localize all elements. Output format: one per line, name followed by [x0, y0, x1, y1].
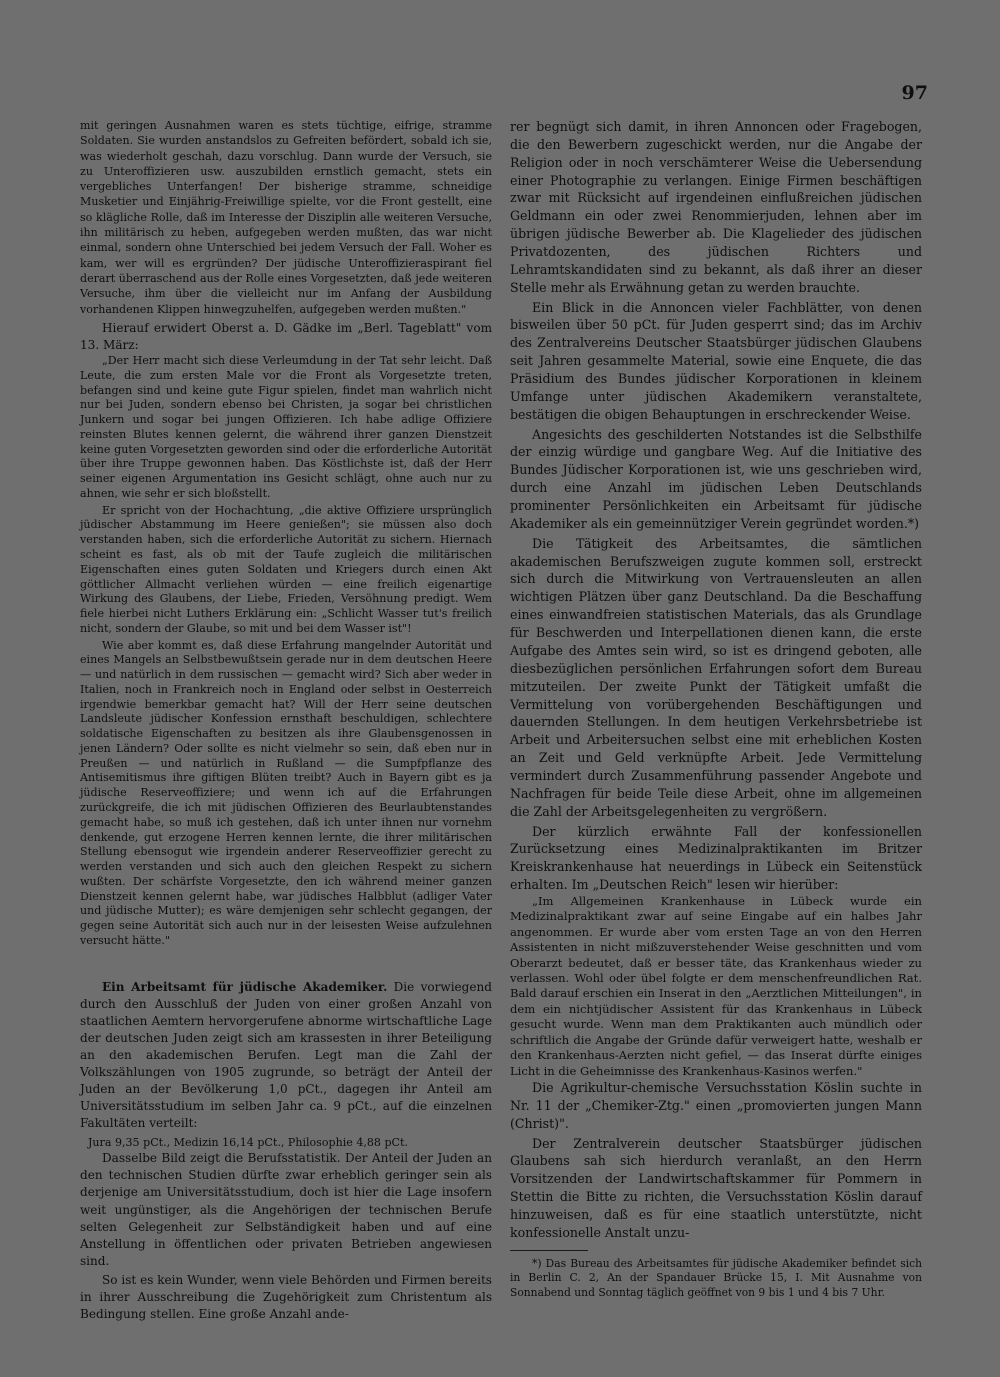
- faculty-figures: Jura 9,35 pCt., Medizin 16,14 pCt., Philosophie 4,88 pCt.: [88, 1135, 408, 1149]
- right-column: [510, 118, 922, 1300]
- section-paragraph: [80, 979, 492, 1133]
- paragraph: Die Agrikultur-chemische Versuchsstation Köslin suchte in Nr. 11 der „Chemiker-Ztg." einen „promovierten jungen Mann (Christ)".: [510, 1080, 922, 1131]
- paragraph: Hierauf erwidert Oberst a. D. Gädke im „Berl. Tageblatt" vom 13. März:: [80, 320, 492, 352]
- quote-paragraph: Wie aber kommt es, daß diese Erfahrung mangelnder Autorität und eines Mangels an Selbstbewußtsein gerade nur in dem deutschen Heere — und natürlich in dem russischen — gemacht wird? Sich aber weder in Italien, noch in Frankreich noch in England oder selbst in Oesterreich irgendwie bemerkbar gemacht hat? Will der Herr seine deutschen Landsleute jüdischer Konfession ernsthaft beschuldigen, schlechtere soldatische Eigenschaften zu besitzen als ihre Glaubensgenossen in jenen Ländern? Oder sollte es nicht vielmehr so sein, daß eben nur in Preußen — und natürlich in Rußland — die Sumpfpflanze des Antisemitismus ihre giftigen Blüten treibt? Auch in Bayern gibt es ja jüdische Reserveoffiziere; und wenn ich auf die Erfahrungen zurückgreife, die ich mit jüdischen Offizieren des Beurlaubtenstandes gemacht habe, so muß ich gestehen, daß ich unter ihnen nur vornehm denkende, gut erzogene Herren kennen lernte, die ihrer militärischen Stellung ebensogut wie irgendein anderer Reserveoffizier gerecht zu werden verstanden und sich auch den gleichen Respekt zu sichern wußten. Der schärfste Vorgesetzte, den ich während meiner ganzen Dienstzeit kennen gelernt habe, war jüdisches Halbblut (adliger Vater und jüdische Mutter); es wäre demjenigen sehr schlecht gegangen, der gegen seine Autorität sich auch nur in der leisesten Weise aufzulehnen versucht hätte.": [80, 638, 492, 947]
- paragraph: Der kürzlich erwähnte Fall der konfessionellen Zurücksetzung eines Medizinalpraktikanten im Britzer Kreiskrankenhause hat neuerdings in Lübeck ein Seitenstück erhalten. Im „Deutschen Reich" lesen wir hierüber:: [510, 823, 922, 893]
- paragraph: Der Zentralverein deutscher Staatsbürger jüdischen Glaubens sah sich hierdurch veranlaßt, an den Herrn Vorsitzenden der Landwirtschaftskammer für Pommern in Stettin die Bitte zu richten, die Versuchsstation Köslin darauf hinzuweisen, daß es für eine staatlich unterstützte, nicht konfessionelle Anstalt unzu-: [510, 1135, 922, 1240]
- page-number: 97: [901, 82, 928, 104]
- quote-paragraph: „Der Herr macht sich diese Verleumdung in der Tat sehr leicht. Daß Leute, die zum ersten Male vor die Front als Vorgesetzte treten, befangen sind und keine gute Figur spielen, findet man wahrlich nicht nur bei Juden, sondern ebenso bei Christen, ja sogar bei christlichen Junkern und sogar bei jungen Offizieren. Ich habe adlige Offiziere reinsten Blutes kennen gelernt, die während ihrer ganzen Dienstzeit keine guten Vorgesetzten geworden sind oder die erforderliche Autorität über ihre Truppe gewonnen haben. Das Köstlichste ist, daß der Herr seiner eigenen Argumentation ins Gesicht schlägt, ohne auch nur zu ahnen, wie sehr er sich bloßstellt.: [80, 354, 492, 500]
- paragraph: mit geringen Ausnahmen waren es stets tüchtige, eifrige, stramme Soldaten. Sie wurden anstandslos zu Gefreiten befördert, sobald ich sie, was wiederholt geschah, dazu vorschlug. Dann wurde der Versuch, sie zu Unteroffizieren usw. auszubilden ernstlich gemacht, stets ein vergebliches Unterfangen! Der bisherige stramme, schneidige Musketier und Einjährig-Freiwillige spielte, vor die Front gestellt, eine so klägliche Rolle, daß im Interesse der Disziplin alle weiteren Versuche, ihn militärisch zu heben, aufgegeben werden mußten, das war nicht einmal, sondern ohne Unterschied bei jedem Versuch der Fall. Woher es kam, wer will es ergründen? Der jüdische Unteroffizieraspirant fiel derart überraschend aus der Rolle eines Vorgesetzten, daß jede weiteren Versuche, ihm über die vielleicht nur im Anfang der Ausbildung vorhandenen Klippen hinwegzuhelfen, aufgegeben werden mußten.": [80, 119, 492, 316]
- left-column: [80, 118, 492, 1323]
- paragraph: Angesichts des geschilderten Notstandes ist die Selbsthilfe der einzig würdige und gangbare Weg. Auf die Initiative des Bundes Jüdischer Korporationen ist, wie uns geschrieben wird, durch eine Anzahl im jüdischen Leben Deutschlands prominenter Persönlichkeiten ein Arbeitsamt für jüdische Akademiker als ein gemeinnütziger Verein gegründet worden.*): [510, 426, 922, 531]
- quote-paragraph: Er spricht von der Hochachtung, „die aktive Offiziere ursprünglich jüdischer Abstammung im Heere genießen"; sie müssen also doch verstanden haben, sich die erforderliche Autorität zu sichern. Hiernach scheint es fast, als ob mit der Taufe zugleich die militärischen Eigenschaften eines guten Soldaten und Kriegers durch einen Akt göttlicher Allmacht verliehen würden — eine freilich eigenartige Wirkung des Glaubens, der Liebe, Frieden, Versöhnung predigt. Wem fiele hierbei nicht Luthers Erklärung ein: „Schlicht Wasser tut's freilich nicht, sondern der Glaube, so mit und bei dem Wasser ist"!: [80, 503, 492, 635]
- footnote-divider: [510, 1250, 588, 1251]
- paragraph: Dasselbe Bild zeigt die Berufsstatistik. Der Anteil der Juden an den technischen Studien dürfte zwar erheblich geringer sein als derjenige am Universitätsstudium, doch ist hier die Lage insofern weit ungünstiger, als die Angehörigen der technischen Berufe selten Gelegenheit zur Selbständigkeit haben und auf eine Anstellung in öffentlichen oder privaten Betrieben angewiesen sind.: [80, 1151, 492, 1268]
- paragraph: rer begnügt sich damit, in ihren Annoncen oder Fragebogen, die den Bewerbern zugeschickt werden, nur die Angabe der Religion oder in noch verschämterer Weise die Uebersendung einer Photographie zu verlangen. Einige Firmen beschäftigen zwar mit Rücksicht auf irgendeinen einflußreichen jüdischen Geldmann ein oder zwei Renommierjuden, lehnen aber im übrigen jüdische Bewerber ab. Die Klagelieder des jüdischen Privatdozenten, des jüdischen Richters und Lehramtskandidaten sind zu bekannt, als daß ihrer an dieser Stelle mehr als Erwähnung getan zu werden brauchte.: [510, 119, 922, 295]
- quote-paragraph: „Im Allgemeinen Krankenhause in Lübeck wurde ein Medizinalpraktikant zwar auf seine Eingabe auf ein halbes Jahr angenommen. Er wurde aber vom ersten Tage an von den Herren Assistenten in nicht mißzuverstehender Weise geschnitten und vom Oberarzt bedeutet, daß er besser täte, das Krankenhaus wieder zu verlassen. Wohl oder übel folgte er dem menschenfreundlichen Rat. Bald darauf erschien ein Inserat in den „Aerztlichen Mitteilungen", in dem ein nichtjüdischer Assistent für das Krankenhaus in Lübeck gesucht wurde. Wenn man dem Praktikanten auch mündlich oder schriftlich die Angabe der Gründe dafür verweigert hatte, weshalb er den Krankenhaus-Aerzten nicht gefiel, — das Inserat dürfte einiges Licht in die Geheimnisse des Krankenhaus-Kasinos werfen.": [510, 893, 922, 1078]
- footnote: *) Das Bureau des Arbeitsamtes für jüdische Akademiker befindet sich in Berlin C. 2, An der Spandauer Brücke 15, I. Mit Ausnahme von Sonnabend und Sonntag täglich geöffnet von 9 bis 1 und 4 bis 7 Uhr.: [510, 1256, 922, 1299]
- paragraph: So ist es kein Wunder, wenn viele Behörden und Firmen bereits in ihrer Ausschreibung die Zugehörigkeit zum Christentum als Bedingung stellen. Eine große Anzahl ande-: [80, 1272, 492, 1322]
- section-heading: Ein Arbeitsamt für jüdische Akademiker.: [102, 979, 388, 994]
- paragraph: Ein Blick in die Annoncen vieler Fachblätter, von denen bisweilen über 50 pCt. für Juden gesperrt sind; das im Archiv des Zentralvereins Deutscher Staatsbürger jüdischen Glaubens seit Jahren gesammelte Material, sowie eine Enquete, die das Präsidium des Bundes jüdischer Korporationen in kleinem Umfange unter jüdischen Akademikern veranstaltete, bestätigen die obigen Behauptungen in erschreckender Weise.: [510, 299, 922, 422]
- section-text: Die vorwiegend durch den Ausschluß der Juden von einer großen Anzahl von staatlichen Aemtern hervorgerufene abnorme wirtschaftliche Lage der deutschen Juden zeigt sich am krassesten in ihrer Beteiligung an den akademischen Berufen. Legt man die Zahl der Volkszählungen von 1905 zugrunde, so beträgt der Anteil der Juden an der Bevölkerung 1,0 pCt., dagegen ihr Anteil am Universitätsstudium im selben Jahr ca. 9 pCt., auf die einzelnen Fakultäten verteilt:: [80, 979, 492, 1131]
- paragraph: Die Tätigkeit des Arbeitsamtes, die sämtlichen akademischen Berufszweigen zugute kommen soll, erstreckt sich durch die Mitwirkung von Vertrauensleuten an allen wichtigen Plätzen über ganz Deutschland. Da die Beschaffung eines einwandfreien statistischen Materials, das als Grundlage für Beschwerden und Interpellationen dienen kann, die erste Aufgabe des Amtes sein wird, so ist es dringend geboten, alle diesbezüglichen persönlichen Erfahrungen sofort dem Bureau mitzuteilen. Der zweite Punkt der Tätigkeit umfaßt die Vermittelung von vorübergehenden Beschäftigungen und dauernden Stellungen. In dem heutigen Verkehrsbetriebe ist Arbeit und Arbeitersuchen selbst eine mit erheblichen Kosten an Zeit und Geld verknüpfte Arbeit. Jede Vermittelung vermindert durch Zusammenführung passender Angebote und Nachfragen für beide Teile diese Arbeit, ohne im allgemeinen die Zahl der Arbeitsgelegenheiten zu vergrößern.: [510, 535, 922, 819]
